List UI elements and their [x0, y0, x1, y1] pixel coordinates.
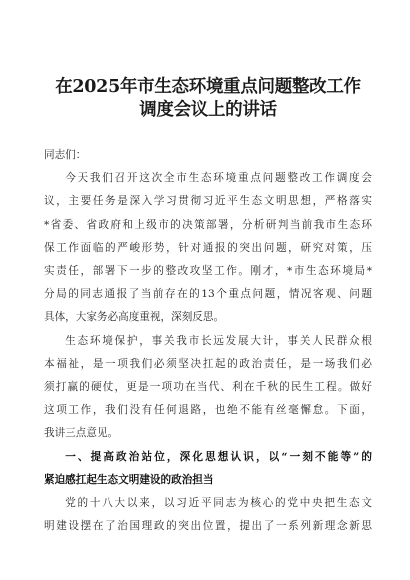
title-line: 在2025年市生态环境重点问题整改工作 [55, 77, 361, 97]
text-line: 明建设摆在了治国理政的突出位置，提出了一系列新理念新思 [44, 520, 372, 533]
text-line: *省委、省政府和上级市的决策部署，分析研判当前我市生态环 [44, 218, 372, 231]
text-line: 我讲三点意见。 [44, 427, 119, 440]
heading-line: 一、提高政治站位，深化思想认识，以“一刻不能等”的 [65, 450, 372, 463]
greeting: 同志们： [44, 149, 87, 161]
text-line: 须打赢的硬仗，更是一项功在当代、利在千秋的民生工程。做好 [44, 381, 372, 394]
text-line: 具体，大家务必高度重视，深刻反思。 [44, 311, 225, 324]
text-line: 今天我们召开这次全市生态环境重点问题整改工作调度会 [65, 172, 372, 185]
text-line: 议，主要任务是深入学习贯彻习近平生态文明思想，严格落实 [44, 195, 372, 208]
text-line: 党的十八大以来，以习近平同志为核心的党中央把生态文 [65, 497, 372, 510]
document-body [44, 144, 372, 538]
title-line: 调度会议上的讲话 [139, 100, 277, 120]
text-line: 这项工作，我们没有任何退路，也绝不能有丝毫懈怠。下面， [44, 404, 372, 417]
paragraph-3 [44, 492, 372, 538]
text-line: 生态环境保护，事关我市长远发展大计，事关人民群众根 [65, 334, 372, 347]
text-line: 分局的同志通报了当前存在的13个重点问题，情况客观、问题 [44, 288, 372, 301]
paragraph-1 [44, 167, 372, 329]
heading-line: 紧迫感扛起生态文明建设的政治担当 [44, 473, 214, 486]
paragraph-2 [44, 330, 372, 446]
text-line: 本福祉，是一项我们必须坚决扛起的政治责任，是一场我们必 [44, 357, 372, 370]
section-heading-1 [44, 446, 372, 492]
text-line: 实责任，部署下一步的整改攻坚工作。刚才，*市生态环境局* [44, 265, 372, 278]
document-title [44, 0, 372, 122]
text-line: 保工作面临的严峻形势，针对通报的突出问题，研究对策，压 [44, 241, 372, 254]
